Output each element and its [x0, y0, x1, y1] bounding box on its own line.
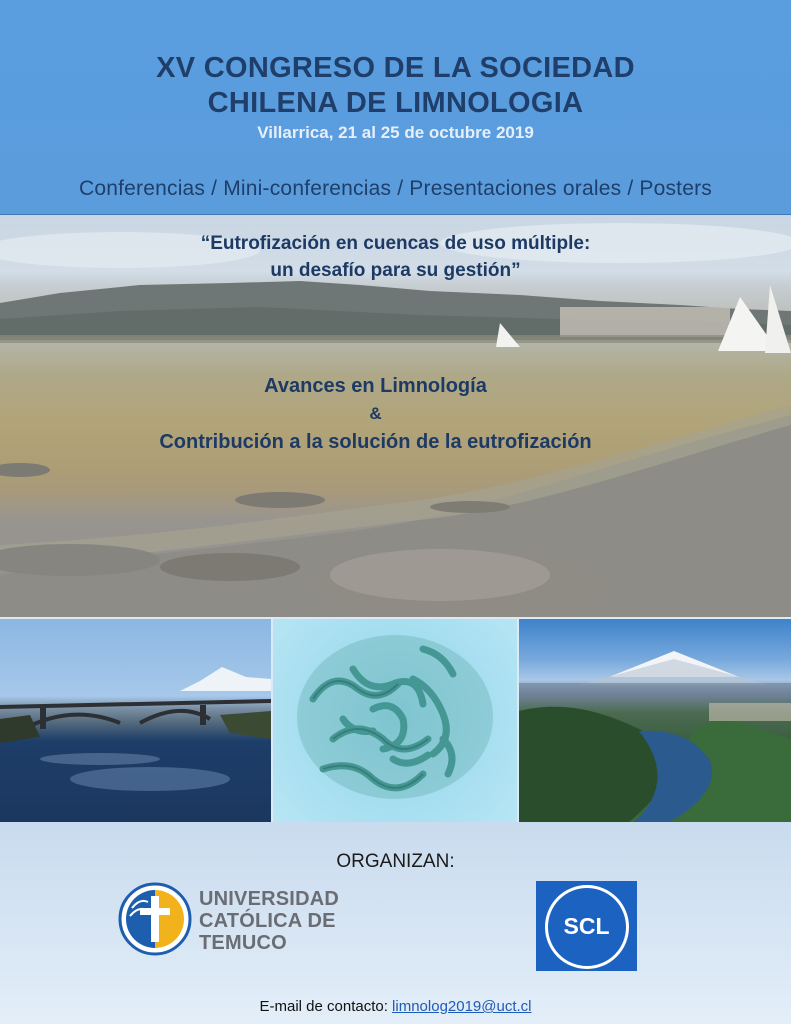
scl-text: SCL [563, 913, 610, 939]
photo-strip [0, 619, 791, 822]
contact-line [0, 998, 791, 1015]
contact-label: E-mail de contacto: [259, 998, 393, 1015]
header-banner [0, 0, 791, 215]
focus-line-1: Avances en Limnología [264, 375, 487, 397]
organizers-label: ORGANIZAN: [336, 851, 455, 872]
cyanobacteria-micrograph [273, 619, 517, 822]
uct-emblem-icon [118, 882, 192, 956]
contact-email-link[interactable]: limnolog2019@uct.cl [392, 998, 532, 1015]
uct-logo [118, 880, 358, 960]
lake-photo [0, 215, 791, 617]
focus-ampersand: & [369, 404, 382, 423]
focus-line-3: Contribución a la solución de la eutrofización [159, 431, 592, 453]
uct-name-line-3: TEMUCO [199, 932, 287, 954]
congress-theme-line-2: un desafío para su gestión” [270, 260, 521, 281]
micrograph-art [273, 619, 517, 822]
event-date-location: Villarrica, 21 al 25 de octubre 2019 [257, 123, 534, 142]
volcano-art [519, 619, 791, 822]
uct-name [199, 888, 339, 954]
session-categories: Conferencias / Mini-conferencias / Presentaciones orales / Posters [79, 177, 712, 200]
volcano-river-photo [519, 619, 791, 822]
river-bridge-photo [0, 619, 271, 822]
congress-theme-line-1: “Eutrofización en cuencas de uso múltiple: [200, 233, 591, 254]
title-line-1: XV CONGRESO DE LA SOCIEDAD [156, 52, 635, 84]
uct-name-line-1: UNIVERSIDAD [199, 888, 339, 910]
scl-logo [536, 881, 637, 971]
bridge-art [0, 619, 271, 822]
footer [0, 822, 791, 1024]
uct-name-line-2: CATÓLICA DE [199, 910, 336, 932]
title-line-2: CHILENA DE LIMNOLOGIA [207, 87, 584, 119]
